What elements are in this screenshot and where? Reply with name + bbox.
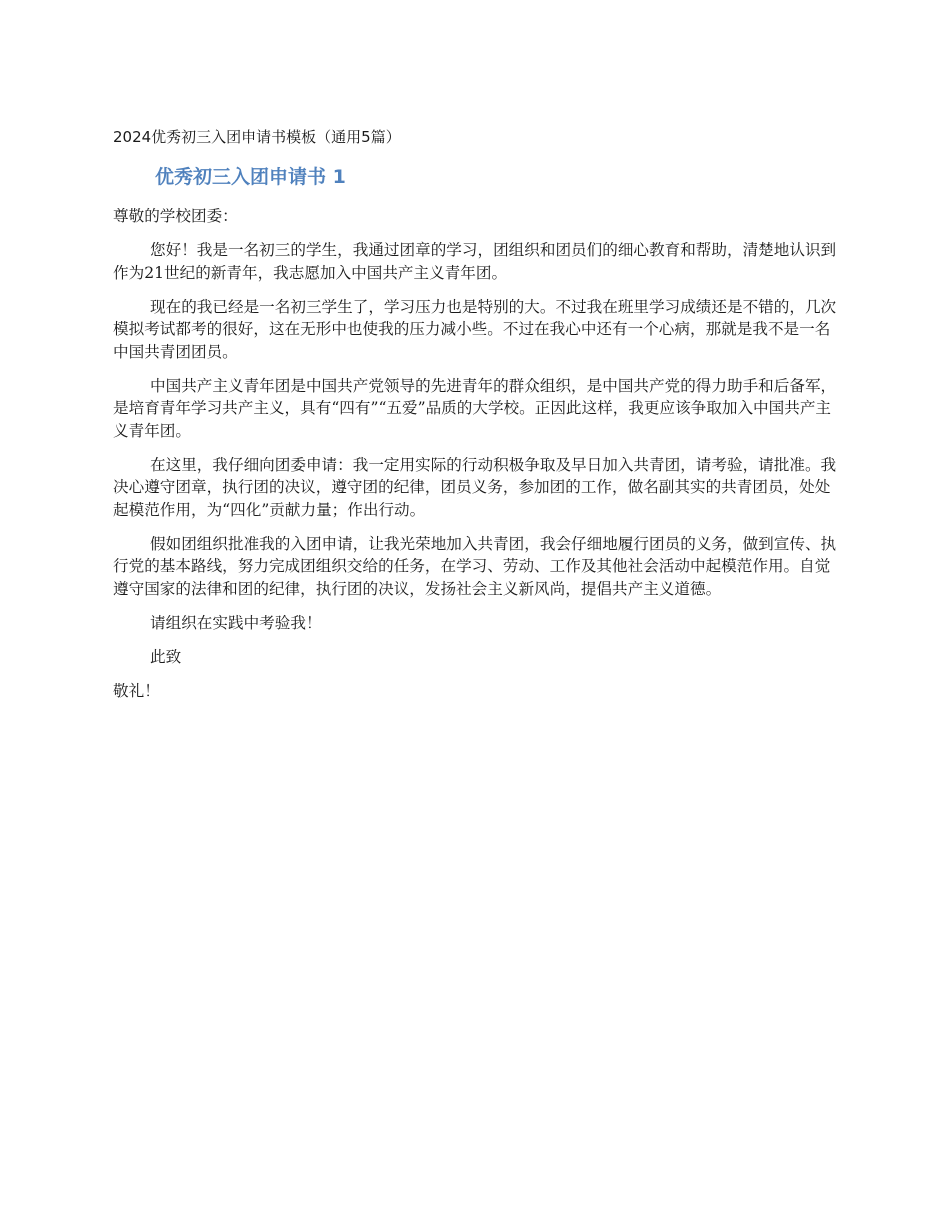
document-title: 2024优秀初三入团申请书模板（通用5篇）	[113, 128, 401, 146]
paragraph: 现在的我已经是一名初三学生了，学习压力也是特别的大。不过我在班里学习成绩还是不错的，几次模拟考试都考的很好，这在无形中也使我的压力减小些。不过在我心中还有一个心病，那就是我不是一名中国共青团团员。	[113, 297, 837, 361]
closing-salute: 敬礼！	[113, 681, 160, 700]
paragraph: 中国共产主义青年团是中国共产党领导的先进青年的群众组织，是中国共产党的得力助手和后备军，是培育青年学习共产主义，具有“四有”“五爱”品质的大学校。正因此这样，我更应该争取加入中国共产主义青年团。	[113, 376, 837, 440]
letter-body	[113, 205, 839, 714]
closing-phrase: 此致	[150, 647, 182, 666]
paragraph: 在这里，我仔细向团委申请：我一定用实际的行动积极争取及早日加入共青团，请考验，请批准。我决心遵守团章，执行团的决议，遵守团的纪律，团员义务，参加团的工作，做名副其实的共青团员，处处起模范作用，为“四化”贡献力量；作出行动。	[113, 455, 837, 519]
salutation: 尊敬的学校团委：	[113, 207, 238, 225]
paragraph: 您好！我是一名初三的学生，我通过团章的学习，团组织和团员们的细心教育和帮助，清楚地认识到作为21世纪的新青年，我志愿加入中国共产主义青年团。	[113, 241, 837, 282]
request-line: 请组织在实践中考验我！	[150, 613, 322, 632]
section-heading: 优秀初三入团申请书 1	[155, 166, 346, 188]
paragraph: 假如团组织批准我的入团申请，让我光荣地加入共青团，我会仔细地履行团员的义务，做到宣传、执行党的基本路线，努力完成团组织交给的任务，在学习、劳动、工作及其他社会活动中起模范作用。自觉遵守国家的法律和团的纪律，执行团的决议，发扬社会主义新风尚，提倡共产主义道德。	[113, 534, 837, 598]
